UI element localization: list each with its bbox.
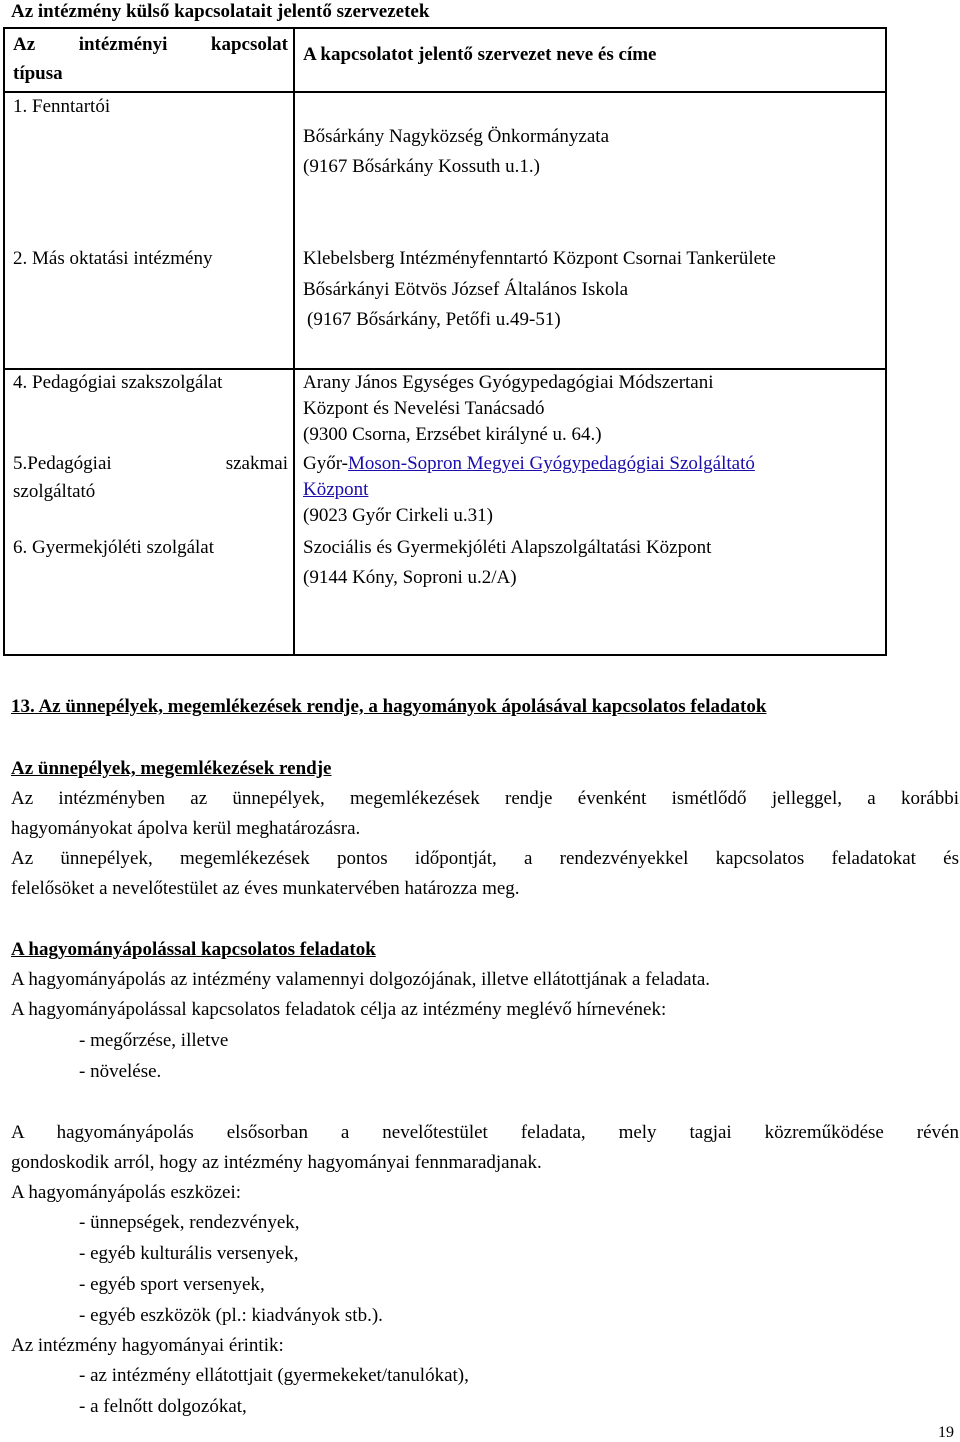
tradition-item: - az intézmény ellátottjait (gyermekeket/tanulókat), — [79, 1365, 469, 1386]
goal-item: - növelése. — [79, 1061, 162, 1082]
row5-org-address: (9144 Kóny, Soproni u.2/A) — [303, 567, 517, 588]
chapter-heading — [11, 696, 766, 718]
sub1-p2-line2: felelősöket a nevelőtestület az éves munkatervében határozza meg. — [11, 878, 520, 899]
sub1-p1-line2: hagyományokat ápolva kerül meghatározásra. — [11, 818, 361, 839]
tool-item: - egyéb sport versenyek, — [79, 1274, 265, 1295]
row3-org-address: (9300 Csorna, Erzsébet királyné u. 64.) — [303, 424, 602, 445]
row4-org-link-cont[interactable]: Központ — [303, 479, 369, 500]
header-org: A kapcsolatot jelentő szervezet neve és címe — [303, 44, 657, 65]
row2-org-line1: Klebelsberg Intézményfenntartó Központ Csornai Tankerülete — [303, 248, 776, 269]
table-left-border — [3, 91, 5, 656]
table-header-divider — [293, 27, 295, 93]
tool-item: - egyéb kulturális versenyek, — [79, 1243, 299, 1264]
row3-org-line2: Központ és Nevelési Tanácsadó — [303, 398, 545, 419]
row1-org-address: (9167 Bősárkány Kossuth u.1.) — [303, 156, 540, 177]
header-type-line1 — [13, 34, 288, 56]
sub2-p3-line2: gondoskodik arról, hogy az intézmény hagyományai fennmaradjanak. — [11, 1152, 542, 1173]
table-bottom-border — [3, 654, 887, 656]
row5-org-name: Szociális és Gyermekjóléti Alapszolgáltatási Központ — [303, 537, 712, 558]
row2-org-address: (9167 Bősárkány, Petőfi u.49-51) — [307, 309, 561, 330]
row4-org-prefix: Győr- — [303, 453, 348, 474]
sub2-heading: A hagyományápolással kapcsolatos feladatok — [11, 939, 376, 960]
row4-type-word: 5.Pedagógiai — [13, 453, 112, 474]
table-row-divider — [3, 368, 887, 370]
table-right-border — [885, 91, 887, 656]
row4-type-line2: szolgáltató — [13, 481, 96, 502]
header-word: intézményi — [78, 34, 168, 55]
tool-item: - ünnepségek, rendezvények, — [79, 1212, 300, 1233]
header-word: kapcsolat — [210, 34, 288, 55]
row4-type-line1 — [13, 453, 288, 475]
sub1-heading: Az ünnepélyek, megemlékezések rendje — [11, 758, 332, 779]
row4-org-address: (9023 Győr Cirkeli u.31) — [303, 505, 493, 526]
tradition-item: - a felnőtt dolgozókat, — [79, 1396, 247, 1417]
section-heading: Az intézmény külső kapcsolatait jelentő szervezetek — [11, 1, 430, 22]
row4-org-link[interactable]: Moson-Sopron Megyei Gyógypedagógiai Szolgáltató — [348, 453, 755, 474]
goal-item: - megőrzése, illetve — [79, 1030, 229, 1051]
sub2-line1: A hagyományápolás az intézmény valamennyi dolgozójának, illetve ellátottjának a feladata. — [11, 969, 711, 990]
row5-type: 6. Gyermekjóléti szolgálat — [13, 537, 215, 558]
sub1-p2-line1: Az ünnepélyek, megemlékezések pontos időpontját, a rendezvényekkel kapcsolatos feladatokat és — [11, 848, 959, 869]
header-word: Az — [13, 34, 36, 55]
traditions-intro: Az intézmény hagyományai érintik: — [11, 1335, 284, 1356]
table-column-divider — [293, 91, 295, 656]
row1-type: 1. Fenntartói — [13, 96, 111, 117]
row3-type: 4. Pedagógiai szakszolgálat — [13, 372, 223, 393]
row3-org-line1: Arany János Egységes Gyógypedagógiai Módszertani — [303, 372, 714, 393]
header-type-line2: típusa — [13, 63, 63, 84]
sub2-line2: A hagyományápolással kapcsolatos feladatok célja az intézmény meglévő hírnevének: — [11, 999, 667, 1020]
row2-type: 2. Más oktatási intézmény — [13, 248, 213, 269]
sub1-p1-line1: Az intézményben az ünnepélyek, megemlékezések rendje évenként ismétlődő jelleggel, a korábbi — [11, 788, 959, 809]
row4-org-line1 — [303, 453, 755, 475]
page-number: 19 — [938, 1424, 954, 1441]
tools-intro: A hagyományápolás eszközei: — [11, 1182, 242, 1203]
row4-type-word: szakmai — [225, 453, 288, 474]
chapter-title: Az ünnepélyek, megemlékezések rendje, a hagyományok ápolásával kapcsolatos feladatok — [38, 696, 767, 717]
sub2-p3-line1: A hagyományápolás elsősorban a nevelőtestület feladata, mely tagjai közreműködése révén — [11, 1122, 959, 1143]
row2-org-line2: Bősárkányi Eötvös József Általános Iskola — [303, 279, 629, 300]
chapter-number: 13. — [11, 696, 35, 717]
row4-org-line2 — [303, 479, 368, 501]
tool-item: - egyéb eszközök (pl.: kiadványok stb.). — [79, 1305, 383, 1326]
row1-org-name: Bősárkány Nagyközség Önkormányzata — [303, 126, 610, 147]
